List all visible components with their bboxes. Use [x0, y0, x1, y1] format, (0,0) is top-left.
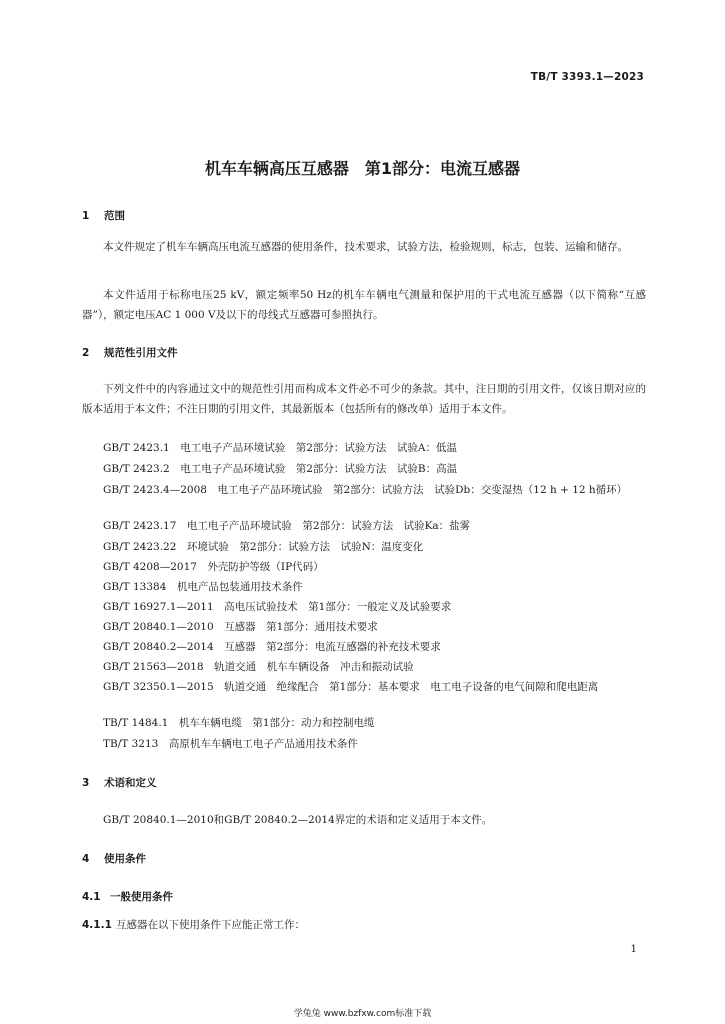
subsection-number: 4.1: [82, 891, 101, 903]
section-3-heading: [82, 775, 157, 790]
standard-code: TB/T 3393.1—2023: [530, 71, 644, 83]
section-title: 规范性引用文件: [104, 347, 178, 359]
section-title: 范围: [104, 210, 125, 222]
reference-item: TB/T 1484.1 机车车辆电缆 第1部分：动力和控制电缆: [103, 717, 375, 729]
clause-text: 互感器在以下使用条件下应能正常工作：: [116, 919, 305, 931]
paragraph: GB/T 20840.1—2010和GB/T 20840.2—2014界定的术语和定义适用于本文件。: [103, 814, 493, 826]
section-2-heading: [82, 345, 178, 360]
reference-item: GB/T 2423.1 电工电子产品环境试验 第2部分：试验方法 试验A：低温: [103, 442, 457, 454]
reference-item: GB/T 16927.1—2011 高电压试验技术 第1部分：一般定义及试验要求: [103, 601, 452, 613]
reference-item: GB/T 2423.22 环境试验 第2部分：试验方法 试验N：温度变化: [103, 541, 424, 553]
footer-watermark: 学兔兔 www.bzfxw.com标准下载: [293, 1009, 432, 1019]
section-title: 术语和定义: [104, 777, 157, 789]
section-title: 使用条件: [104, 853, 146, 865]
reference-item: GB/T 2423.2 电工电子产品环境试验 第2部分：试验方法 试验B：高温: [103, 463, 458, 475]
section-number: 4: [82, 853, 90, 865]
subsection-4-1-heading: [82, 889, 173, 904]
reference-item: GB/T 32350.1—2015 轨道交通 绝缘配合 第1部分：基本要求 电工电子设备的电气间隙和爬电距离: [103, 681, 599, 693]
reference-item: TB/T 3213 高原机车车辆电工电子产品通用技术条件: [103, 738, 358, 750]
reference-item: GB/T 21563—2018 轨道交通 机车车辆设备 冲击和振动试验: [103, 661, 414, 673]
section-number: 3: [82, 777, 90, 789]
document-title: 机车车辆高压互感器 第1部分：电流互感器: [204, 159, 521, 178]
reference-item: GB/T 20840.1—2010 互感器 第1部分：通用技术要求: [103, 621, 378, 633]
section-1-heading: [82, 208, 125, 223]
reference-item: GB/T 13384 机电产品包装通用技术条件: [103, 581, 303, 593]
reference-item: GB/T 2423.4—2008 电工电子产品环境试验 第2部分：试验方法 试验Db：交变湿热（12 h + 12 h循环）: [103, 484, 628, 496]
paragraph: 本文件规定了机车车辆高压电流互感器的使用条件，技术要求，试验方法，检验规则，标志，包装、运输和储存。: [103, 241, 628, 253]
clause-number: 4.1.1: [82, 919, 112, 931]
subsection-title: 一般使用条件: [110, 891, 173, 903]
paragraph: 本文件适用于标称电压25 kV，额定频率50 Hz的机车车辆电气测量和保护用的干式电流互感器（以下简称“互感器”），额定电压AC 1 000 V及以下的母线式互感器可参照执行。: [82, 289, 646, 321]
paragraph: 下列文件中的内容通过文中的规范性引用而构成本文件必不可少的条款。其中，注日期的引用文件，仅该日期对应的版本适用于本文件；不注日期的引用文件，其最新版本（包括所有的修改单）适用于本文件。: [82, 383, 646, 415]
reference-item: GB/T 20840.2—2014 互感器 第2部分：电流互感器的补充技术要求: [103, 641, 441, 653]
section-4-heading: [82, 851, 146, 866]
reference-item: GB/T 2423.17 电工电子产品环境试验 第2部分：试验方法 试验Ka：盐雾: [103, 520, 471, 532]
section-number: 2: [82, 347, 90, 359]
section-number: 1: [82, 210, 90, 222]
page-number: 1: [630, 943, 637, 955]
clause-4-1-1: [82, 917, 305, 932]
reference-item: GB/T 4208—2017 外壳防护等级（IP代码）: [103, 561, 324, 573]
